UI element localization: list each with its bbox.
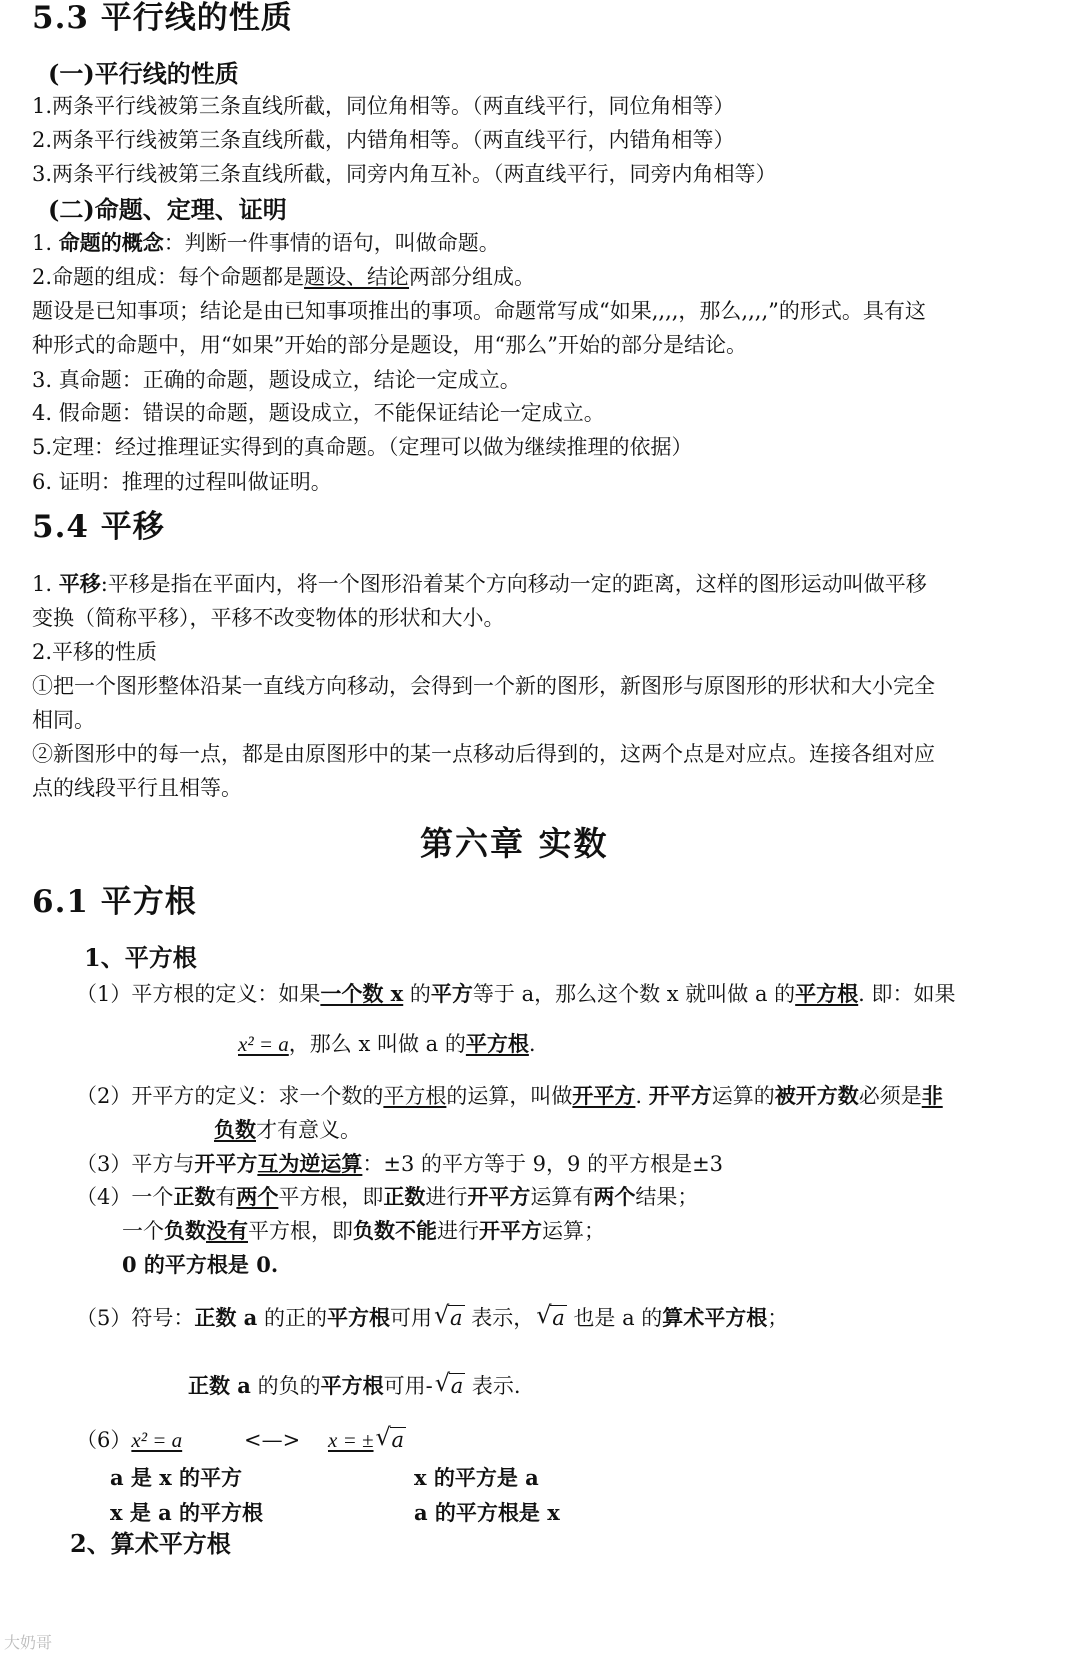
subsection-square-root: 1、平方根 — [84, 943, 197, 972]
sqrt-symbol: √ a — [376, 1426, 407, 1454]
proposition-composition: 2.命题的组成：每个命题都是题设、结论两部分组成。 — [32, 265, 536, 289]
property-line-1: 1.两条平行线被第三条直线所截，同位角相等。（两直线平行，同位角相等） — [32, 94, 735, 118]
translation-property-2b: 点的线段平行且相等。 — [32, 776, 242, 800]
negative-number-roots: 一个负数没有平方根，即负数不能进行开平方运算； — [122, 1218, 605, 1243]
equivalence-row: （6）x² = a — [76, 1428, 183, 1452]
equivalence-arrow: <—> — [244, 1428, 301, 1452]
sqrt-symbol: √ a — [434, 1304, 465, 1332]
proposition-explain-1: 题设是已知事项；结论是由已知事项推出的事项。命题常写成“如果,,,,，那么,,,,”的形式。具有这 — [32, 299, 926, 323]
translation-property-1a: ①把一个图形整体沿某一直线方向移动，会得到一个新的图形，新图形与原图形的形状和大小完全 — [32, 674, 935, 698]
section-title-5-3: 5.3 平行线的性质 — [32, 0, 293, 36]
proposition-concept: 1. 命题的概念：判断一件事情的语句，叫做命题。 — [32, 230, 500, 255]
translation-definition-1: 1. 平移:平移是指在平面内，将一个图形沿着某个方向移动一定的距离，这样的图形运动叫做平移 — [32, 571, 927, 596]
section-title-6-1: 6.1 平方根 — [32, 884, 197, 920]
positive-number-roots: （4）一个正数有两个平方根，即正数进行开平方运算有两个结果； — [76, 1184, 699, 1209]
watermark-logo: 大奶哥 — [4, 1633, 53, 1652]
zero-root: 0 的平方根是 0. — [122, 1252, 279, 1277]
equivalence-right-1: x 的平方是 a — [414, 1465, 539, 1490]
definition-square-root: （1）平方根的定义：如果一个数 x 的平方等于 a，那么这个数 x 就叫做 a 的平方根. 即：如果 — [76, 981, 956, 1006]
symbol-negative-root: 正数 a 的负的平方根可用-√ a 表示. — [188, 1372, 521, 1400]
subsection-parallel-properties: (一)平行线的性质 — [48, 59, 239, 88]
equivalence-right-2: a 的平方根是 x — [414, 1500, 560, 1525]
true-proposition: 3. 真命题：正确的命题，题设成立，结论一定成立。 — [32, 368, 521, 392]
property-line-2: 2.两条平行线被第三条直线所截，内错角相等。（两直线平行，内错角相等） — [32, 128, 735, 152]
chapter-title: 第六章 实数 — [420, 824, 609, 863]
subsection-propositions: (二)命题、定理、证明 — [48, 195, 287, 224]
theorem: 5.定理：经过推理证实得到的真命题。（定理可以做为继续推理的依据） — [32, 435, 693, 459]
proof: 6. 证明：推理的过程叫做证明。 — [32, 470, 332, 494]
equivalence-left-2: x 是 a 的平方根 — [110, 1500, 264, 1525]
translation-property-2a: ②新图形中的每一点，都是由原图形中的某一点移动后得到的，这两个点是对应点。连接各组对应 — [32, 742, 935, 766]
translation-property-1b: 相同。 — [32, 708, 95, 732]
symbol-positive-root: （5）符号：正数 a 的正的平方根可用√ a 表示，√ a 也是 a 的算术平方根； — [76, 1304, 788, 1332]
equivalence-right: x = ±√ a — [328, 1426, 406, 1454]
section-title-5-4: 5.4 平移 — [32, 509, 165, 545]
equivalence-left-1: a 是 x 的平方 — [110, 1465, 243, 1490]
proposition-explain-2: 种形式的命题中，用“如果”开始的部分是题设，用“那么”开始的部分是结论。 — [32, 333, 747, 357]
translation-properties-heading: 2.平移的性质 — [32, 640, 158, 664]
false-proposition: 4. 假命题：错误的命题，题设成立，不能保证结论一定成立。 — [32, 401, 605, 425]
definition-extraction-cont: 负数才有意义。 — [214, 1117, 361, 1142]
sqrt-symbol: √ a — [536, 1304, 567, 1332]
property-line-3: 3.两条平行线被第三条直线所截，同旁内角互补。（两直线平行，同旁内角相等） — [32, 162, 777, 186]
definition-square-root-equation: x² = a，那么 x 叫做 a 的平方根. — [238, 1031, 536, 1056]
inverse-operations: （3）平方与开平方互为逆运算：±3 的平方等于 9，9 的平方根是±3 — [76, 1151, 724, 1176]
subsection-arithmetic-root: 2、算术平方根 — [70, 1529, 231, 1558]
definition-extraction: （2）开平方的定义：求一个数的平方根的运算，叫做开平方. 开平方运算的被开方数必须是非 — [76, 1083, 943, 1108]
sqrt-symbol: √ a — [435, 1372, 466, 1400]
translation-definition-2: 变换（简称平移），平移不改变物体的形状和大小。 — [32, 606, 505, 630]
